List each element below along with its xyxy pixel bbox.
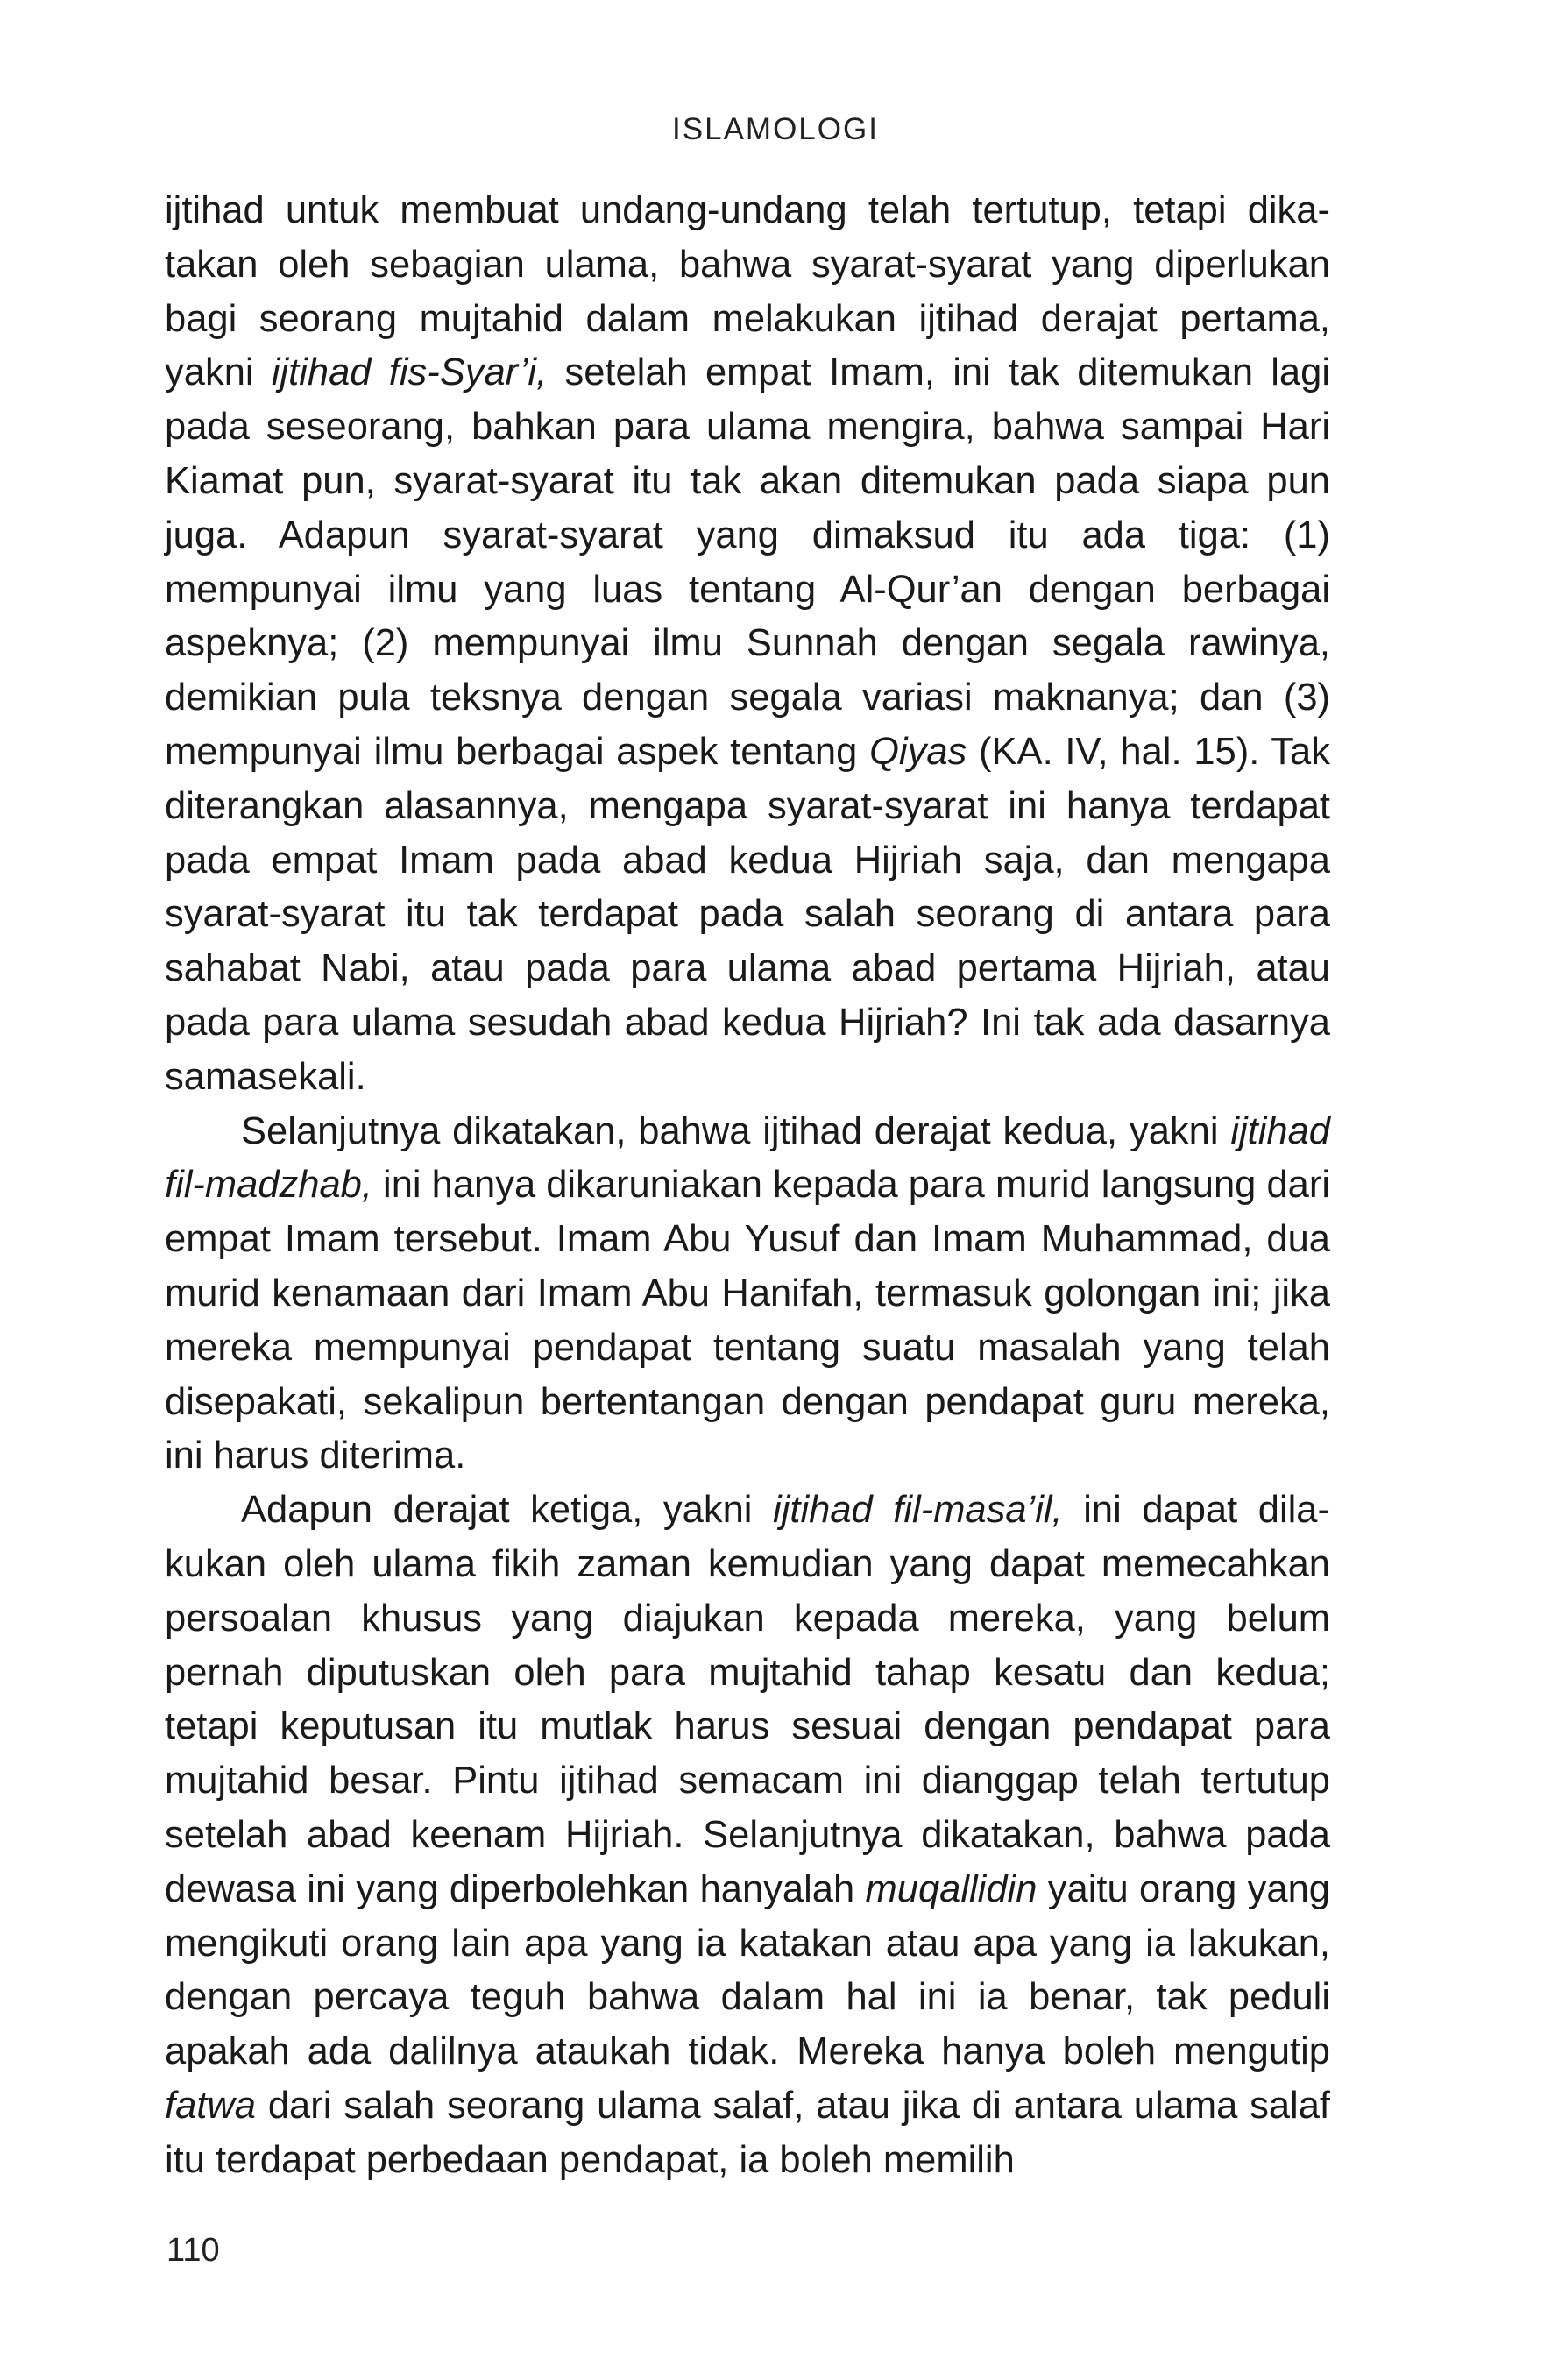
text-segment: dari salah seorang ulama salaf, atau jika di antara ulama salaf itu terdapat perbedaan pendapat, ia boleh memilih bbox=[165, 2084, 1330, 2181]
running-header: ISLAMOLOGI bbox=[672, 112, 879, 146]
text-segment: Selanjutnya dikatakan, bahwa ijtihad derajat kedua, yakni bbox=[241, 1109, 1231, 1152]
italic-term: muqallidin bbox=[865, 1867, 1038, 1910]
text-segment: ini hanya dikaruniakan kepada para murid langsung dari empat Imam tersebut. Imam Abu Yusuf dan Imam Muhammad, dua murid kenamaan dari Imam Abu Hanifah, termasuk golongan ini; jika mereka mempunyai pendapat tentang suatu masalah yang telah disepakati, sekalipun bertentangan dengan pendapat guru mereka, ini harus diterima. bbox=[165, 1164, 1330, 1477]
text-segment: Adapun derajat ketiga, yakni bbox=[241, 1489, 774, 1532]
italic-term: Qiyas bbox=[869, 730, 967, 773]
paragraph-3 bbox=[165, 1484, 1330, 2187]
italic-term: ijtihad fis-Syar’i, bbox=[271, 351, 548, 394]
body-text bbox=[165, 184, 1330, 2187]
text-segment: (KA. IV, hal. 15). Tak diterangkan alasannya, mengapa syarat-syarat ini hanya terdapat pada empat Imam pada abad kedua Hijriah saja, dan mengapa syarat-syarat itu tak terdapat pada salah seorang di antara para sahabat Nabi, atau pada para ulama abad pertama Hijriah, atau pada para ulama sesudah abad kedua Hijriah? Ini tak ada dasarnya samasekali. bbox=[165, 730, 1330, 1098]
italic-term: fatwa bbox=[165, 2084, 256, 2127]
text-segment: ijtihad untuk membuat undang-undang telah tertutup, tetapi dikatakan oleh sebagian ulama, bahwa syarat-syarat yang diperlukan bagi seorang mujtahid dalam melakukan ijtihad derajat pertama, yakni bbox=[165, 189, 1330, 394]
page-number: 110 bbox=[166, 2232, 220, 2269]
text-segment: setelah empat Imam, ini tak ditemukan lagi pada seseorang, bahkan para ulama mengira, bahwa sampai Hari Kiamat pun, syarat-syarat itu tak akan ditemukan pada siapa pun juga. Adapun syarat-syarat yang dimaksud itu ada tiga: (1) mempunyai ilmu yang luas tentang Al-Qur’an dengan berbagai aspeknya; (2) mempunyai ilmu Sunnah dengan segala rawinya, demikian pula teksnya dengan segala variasi maknanya; dan (3) mempunyai ilmu berbagai aspek tentang bbox=[165, 351, 1330, 773]
paragraph-2 bbox=[165, 1105, 1330, 1484]
text-segment: yaitu orang yang mengikuti orang lain apa yang ia katakan atau apa yang ia lakukan, dengan percaya teguh bahwa dalam hal ini ia benar, tak peduli apakah ada dalilnya ataukah tidak. Mereka hanya boleh mengutip bbox=[165, 1867, 1330, 2073]
paragraph-1 bbox=[165, 184, 1330, 1105]
text-segment: ini dapat dilakukan oleh ulama fikih zaman kemudian yang dapat memecahkan persoalan khusus yang diajukan kepada mereka, yang belum pernah diputuskan oleh para mujtahid tahap kesatu dan kedua; tetapi keputusan itu mutlak harus sesuai dengan pendapat para mujtahid besar. Pintu ijtihad semacam ini dianggap telah tertutup setelah abad keenam Hijriah. Selanjutnya dikatakan, bahwa pada dewasa ini yang diperbolehkan hanyalah bbox=[165, 1489, 1330, 1910]
italic-term: ijtihad fil-madzhab, bbox=[165, 1109, 1330, 1207]
italic-term: ijtihad fil-masa’il, bbox=[773, 1489, 1063, 1532]
